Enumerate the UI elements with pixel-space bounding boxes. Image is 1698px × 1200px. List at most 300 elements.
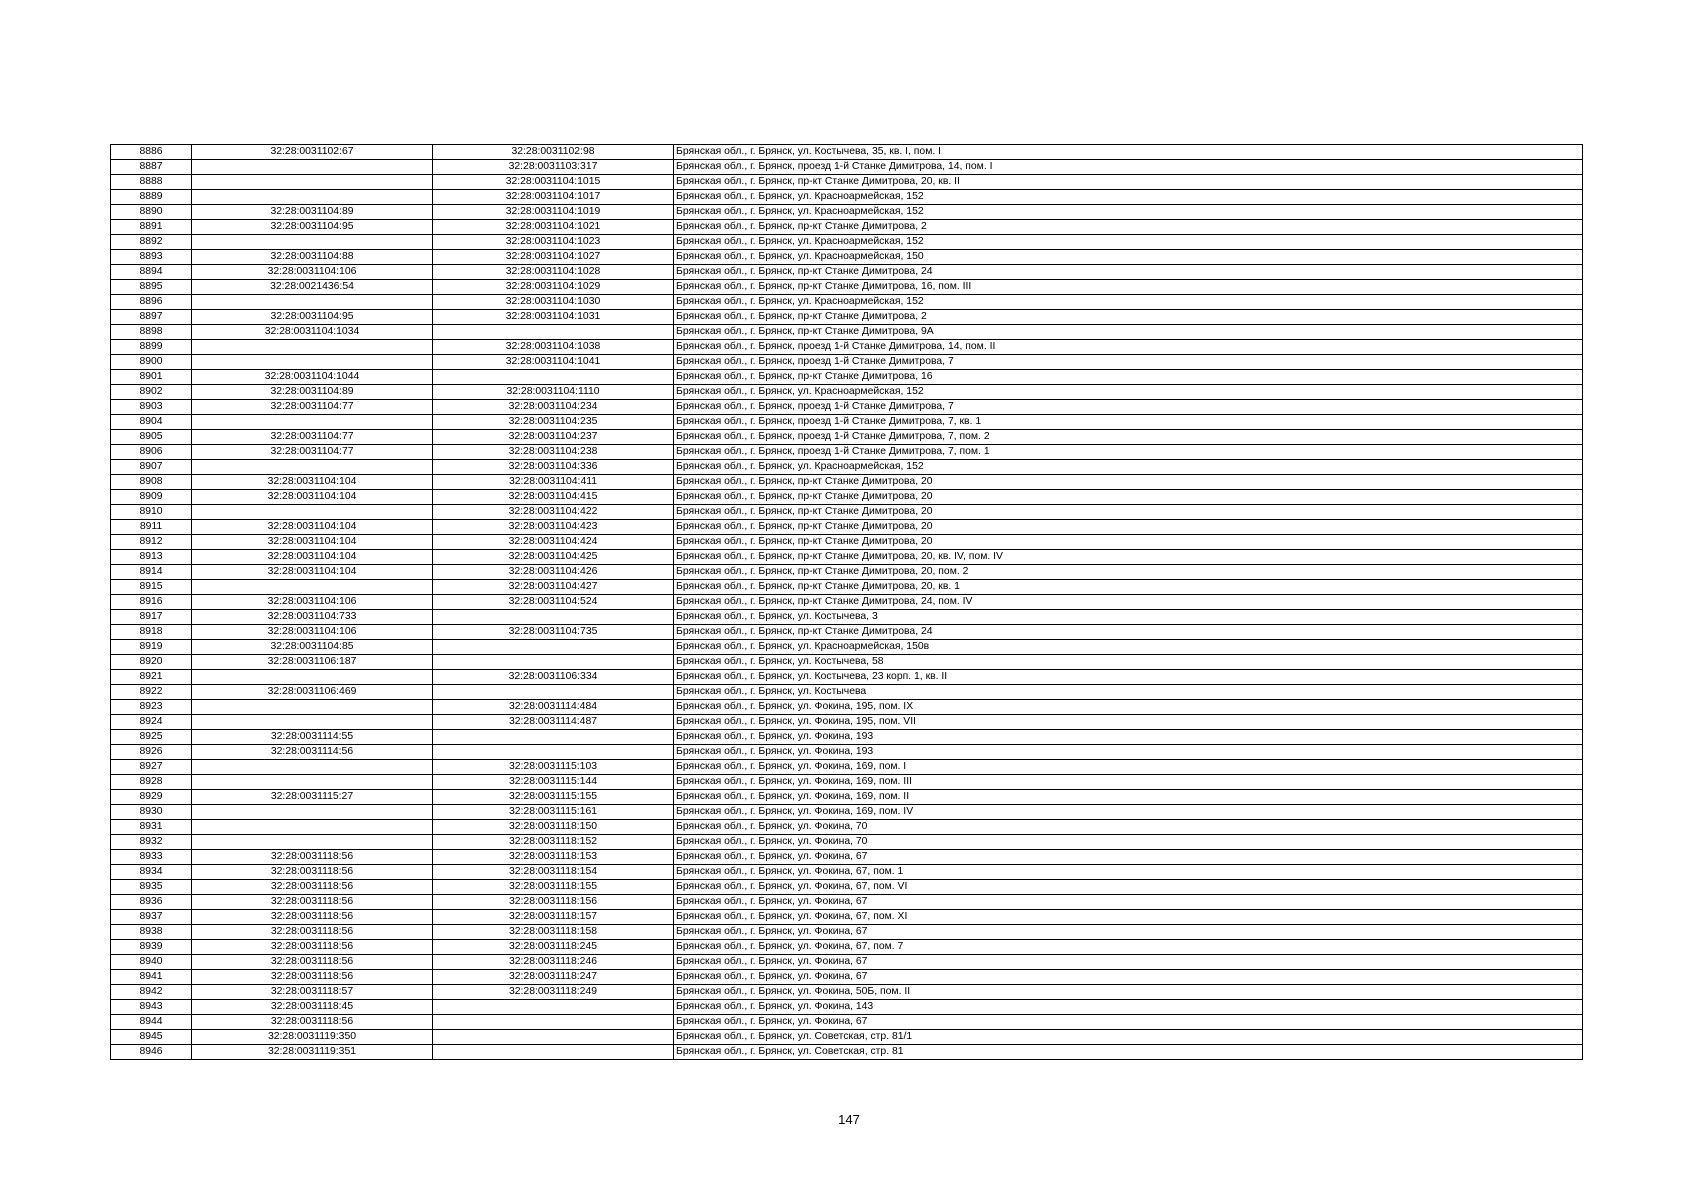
object-cadastral-number-cell: 32:28:0031104:1110: [433, 385, 674, 400]
object-cadastral-number-cell: 32:28:0031104:1041: [433, 355, 674, 370]
object-cadastral-number-cell: 32:28:0031104:1031: [433, 310, 674, 325]
row-number-cell: 8924: [111, 715, 192, 730]
land-cadastral-number-cell: [192, 670, 433, 685]
table-row: [111, 370, 1583, 385]
row-number-cell: 8907: [111, 460, 192, 475]
table-row: [111, 700, 1583, 715]
table-row: [111, 655, 1583, 670]
address-cell: Брянская обл., г. Брянск, пр-кт Станке Димитрова, 2: [674, 220, 1583, 235]
row-number-cell: 8915: [111, 580, 192, 595]
object-cadastral-number-cell: 32:28:0031104:411: [433, 475, 674, 490]
row-number-cell: 8936: [111, 895, 192, 910]
address-cell: Брянская обл., г. Брянск, ул. Советская, стр. 81: [674, 1045, 1583, 1060]
address-cell: Брянская обл., г. Брянск, ул. Красноармейская, 150в: [674, 640, 1583, 655]
land-cadastral-number-cell: [192, 775, 433, 790]
object-cadastral-number-cell: 32:28:0031104:238: [433, 445, 674, 460]
row-number-cell: 8922: [111, 685, 192, 700]
address-cell: Брянская обл., г. Брянск, ул. Советская, стр. 81/1: [674, 1030, 1583, 1045]
address-cell: Брянская обл., г. Брянск, ул. Фокина, 70: [674, 835, 1583, 850]
land-cadastral-number-cell: 32:28:0031118:56: [192, 970, 433, 985]
address-cell: Брянская обл., г. Брянск, ул. Красноармейская, 152: [674, 295, 1583, 310]
land-cadastral-number-cell: [192, 835, 433, 850]
object-cadastral-number-cell: [433, 370, 674, 385]
land-cadastral-number-cell: [192, 700, 433, 715]
object-cadastral-number-cell: [433, 685, 674, 700]
address-cell: Брянская обл., г. Брянск, проезд 1-й Станке Димитрова, 7, пом. 1: [674, 445, 1583, 460]
land-cadastral-number-cell: 32:28:0031104:1034: [192, 325, 433, 340]
table-row: [111, 805, 1583, 820]
address-cell: Брянская обл., г. Брянск, пр-кт Станке Димитрова, 20: [674, 520, 1583, 535]
address-cell: Брянская обл., г. Брянск, пр-кт Станке Димитрова, 20: [674, 490, 1583, 505]
land-cadastral-number-cell: 32:28:0031104:77: [192, 430, 433, 445]
object-cadastral-number-cell: 32:28:0031104:1015: [433, 175, 674, 190]
address-cell: Брянская обл., г. Брянск, ул. Фокина, 67: [674, 1015, 1583, 1030]
row-number-cell: 8887: [111, 160, 192, 175]
address-cell: Брянская обл., г. Брянск, ул. Красноармейская, 152: [674, 235, 1583, 250]
table-row: [111, 445, 1583, 460]
land-cadastral-number-cell: 32:28:0031118:56: [192, 895, 433, 910]
object-cadastral-number-cell: [433, 640, 674, 655]
address-cell: Брянская обл., г. Брянск, ул. Костычева, 23 корп. 1, кв. II: [674, 670, 1583, 685]
land-cadastral-number-cell: 32:28:0031104:104: [192, 520, 433, 535]
land-cadastral-number-cell: 32:28:0031119:351: [192, 1045, 433, 1060]
row-number-cell: 8941: [111, 970, 192, 985]
row-number-cell: 8913: [111, 550, 192, 565]
table-row: [111, 295, 1583, 310]
table-row: [111, 580, 1583, 595]
address-cell: Брянская обл., г. Брянск, ул. Красноармейская, 152: [674, 190, 1583, 205]
table-row: [111, 175, 1583, 190]
object-cadastral-number-cell: [433, 325, 674, 340]
object-cadastral-number-cell: 32:28:0031104:237: [433, 430, 674, 445]
land-cadastral-number-cell: 32:28:0031104:104: [192, 535, 433, 550]
row-number-cell: 8899: [111, 340, 192, 355]
row-number-cell: 8897: [111, 310, 192, 325]
table-row: [111, 280, 1583, 295]
address-cell: Брянская обл., г. Брянск, ул. Красноармейская, 152: [674, 460, 1583, 475]
table-row: [111, 625, 1583, 640]
table-row: [111, 145, 1583, 160]
land-cadastral-number-cell: [192, 295, 433, 310]
object-cadastral-number-cell: 32:28:0031106:334: [433, 670, 674, 685]
table-row: [111, 400, 1583, 415]
land-cadastral-number-cell: 32:28:0031118:56: [192, 955, 433, 970]
table-row: [111, 940, 1583, 955]
table-row: [111, 865, 1583, 880]
address-cell: Брянская обл., г. Брянск, ул. Костычева, 35, кв. I, пом. I: [674, 145, 1583, 160]
object-cadastral-number-cell: 32:28:0031104:1028: [433, 265, 674, 280]
address-cell: Брянская обл., г. Брянск, ул. Фокина, 67: [674, 955, 1583, 970]
table-row: [111, 910, 1583, 925]
object-cadastral-number-cell: 32:28:0031104:1029: [433, 280, 674, 295]
land-cadastral-number-cell: [192, 415, 433, 430]
object-cadastral-number-cell: 32:28:0031104:524: [433, 595, 674, 610]
object-cadastral-number-cell: [433, 610, 674, 625]
row-number-cell: 8918: [111, 625, 192, 640]
object-cadastral-number-cell: 32:28:0031104:427: [433, 580, 674, 595]
table-row: [111, 475, 1583, 490]
address-cell: Брянская обл., г. Брянск, ул. Фокина, 67: [674, 895, 1583, 910]
row-number-cell: 8905: [111, 430, 192, 445]
object-cadastral-number-cell: 32:28:0031114:487: [433, 715, 674, 730]
table-row: [111, 730, 1583, 745]
land-cadastral-number-cell: 32:28:0031118:56: [192, 1015, 433, 1030]
object-cadastral-number-cell: 32:28:0031104:235: [433, 415, 674, 430]
address-cell: Брянская обл., г. Брянск, ул. Фокина, 169, пом. II: [674, 790, 1583, 805]
object-cadastral-number-cell: [433, 745, 674, 760]
object-cadastral-number-cell: 32:28:0031104:1017: [433, 190, 674, 205]
table-row: [111, 265, 1583, 280]
land-cadastral-number-cell: [192, 805, 433, 820]
table-row: [111, 1045, 1583, 1060]
land-cadastral-number-cell: 32:28:0031118:56: [192, 865, 433, 880]
row-number-cell: 8895: [111, 280, 192, 295]
object-cadastral-number-cell: [433, 1030, 674, 1045]
address-cell: Брянская обл., г. Брянск, ул. Фокина, 67, пом. 7: [674, 940, 1583, 955]
address-cell: Брянская обл., г. Брянск, ул. Фокина, 67: [674, 850, 1583, 865]
table-row: [111, 535, 1583, 550]
object-cadastral-number-cell: 32:28:0031118:246: [433, 955, 674, 970]
row-number-cell: 8886: [111, 145, 192, 160]
table-row: [111, 160, 1583, 175]
address-cell: Брянская обл., г. Брянск, пр-кт Станке Димитрова, 20, кв. II: [674, 175, 1583, 190]
land-cadastral-number-cell: [192, 715, 433, 730]
object-cadastral-number-cell: 32:28:0031115:144: [433, 775, 674, 790]
object-cadastral-number-cell: [433, 655, 674, 670]
table-row: [111, 685, 1583, 700]
row-number-cell: 8910: [111, 505, 192, 520]
land-cadastral-number-cell: [192, 355, 433, 370]
table-row: [111, 955, 1583, 970]
land-cadastral-number-cell: [192, 340, 433, 355]
land-cadastral-number-cell: [192, 760, 433, 775]
land-cadastral-number-cell: 32:28:0031118:45: [192, 1000, 433, 1015]
table-row: [111, 670, 1583, 685]
row-number-cell: 8940: [111, 955, 192, 970]
land-cadastral-number-cell: 32:28:0031104:104: [192, 475, 433, 490]
table-row: [111, 985, 1583, 1000]
object-cadastral-number-cell: 32:28:0031118:245: [433, 940, 674, 955]
table-row: [111, 220, 1583, 235]
table-row: [111, 505, 1583, 520]
object-cadastral-number-cell: 32:28:0031104:1038: [433, 340, 674, 355]
object-cadastral-number-cell: 32:28:0031118:157: [433, 910, 674, 925]
address-cell: Брянская обл., г. Брянск, ул. Костычева, 3: [674, 610, 1583, 625]
object-cadastral-number-cell: 32:28:0031114:484: [433, 700, 674, 715]
row-number-cell: 8906: [111, 445, 192, 460]
table-row: [111, 325, 1583, 340]
row-number-cell: 8901: [111, 370, 192, 385]
land-cadastral-number-cell: 32:28:0031104:104: [192, 565, 433, 580]
address-cell: Брянская обл., г. Брянск, пр-кт Станке Димитрова, 20: [674, 475, 1583, 490]
table-row: [111, 310, 1583, 325]
land-cadastral-number-cell: [192, 580, 433, 595]
land-cadastral-number-cell: 32:28:0031104:85: [192, 640, 433, 655]
land-cadastral-number-cell: 32:28:0031104:106: [192, 595, 433, 610]
row-number-cell: 8912: [111, 535, 192, 550]
row-number-cell: 8890: [111, 205, 192, 220]
row-number-cell: 8916: [111, 595, 192, 610]
table-row: [111, 550, 1583, 565]
registry-table: [110, 144, 1583, 1060]
table-row: [111, 745, 1583, 760]
row-number-cell: 8889: [111, 190, 192, 205]
table-row: [111, 895, 1583, 910]
row-number-cell: 8933: [111, 850, 192, 865]
land-cadastral-number-cell: [192, 235, 433, 250]
address-cell: Брянская обл., г. Брянск, проезд 1-й Станке Димитрова, 7: [674, 355, 1583, 370]
object-cadastral-number-cell: 32:28:0031118:154: [433, 865, 674, 880]
object-cadastral-number-cell: [433, 730, 674, 745]
table-row: [111, 790, 1583, 805]
row-number-cell: 8937: [111, 910, 192, 925]
row-number-cell: 8892: [111, 235, 192, 250]
object-cadastral-number-cell: 32:28:0031102:98: [433, 145, 674, 160]
land-cadastral-number-cell: 32:28:0031104:1044: [192, 370, 433, 385]
row-number-cell: 8925: [111, 730, 192, 745]
object-cadastral-number-cell: 32:28:0031104:336: [433, 460, 674, 475]
land-cadastral-number-cell: 32:28:0031114:56: [192, 745, 433, 760]
address-cell: Брянская обл., г. Брянск, проезд 1-й Станке Димитрова, 14, пом. II: [674, 340, 1583, 355]
land-cadastral-number-cell: 32:28:0031104:95: [192, 220, 433, 235]
land-cadastral-number-cell: 32:28:0031104:89: [192, 205, 433, 220]
table-row: [111, 1030, 1583, 1045]
land-cadastral-number-cell: 32:28:0031104:733: [192, 610, 433, 625]
address-cell: Брянская обл., г. Брянск, пр-кт Станке Димитрова, 24: [674, 625, 1583, 640]
address-cell: Брянская обл., г. Брянск, ул. Фокина, 195, пом. IX: [674, 700, 1583, 715]
object-cadastral-number-cell: 32:28:0031115:103: [433, 760, 674, 775]
address-cell: Брянская обл., г. Брянск, ул. Фокина, 70: [674, 820, 1583, 835]
address-cell: Брянская обл., г. Брянск, ул. Фокина, 169, пом. IV: [674, 805, 1583, 820]
row-number-cell: 8898: [111, 325, 192, 340]
address-cell: Брянская обл., г. Брянск, пр-кт Станке Димитрова, 9А: [674, 325, 1583, 340]
row-number-cell: 8893: [111, 250, 192, 265]
table-row: [111, 415, 1583, 430]
address-cell: Брянская обл., г. Брянск, пр-кт Станке Димитрова, 20, пом. 2: [674, 565, 1583, 580]
row-number-cell: 8920: [111, 655, 192, 670]
address-cell: Брянская обл., г. Брянск, проезд 1-й Станке Димитрова, 14, пом. I: [674, 160, 1583, 175]
table-row: [111, 760, 1583, 775]
land-cadastral-number-cell: 32:28:0031118:56: [192, 925, 433, 940]
land-cadastral-number-cell: [192, 505, 433, 520]
land-cadastral-number-cell: 32:28:0031104:95: [192, 310, 433, 325]
table-row: [111, 850, 1583, 865]
table-row: [111, 385, 1583, 400]
row-number-cell: 8896: [111, 295, 192, 310]
object-cadastral-number-cell: 32:28:0031104:423: [433, 520, 674, 535]
row-number-cell: 8943: [111, 1000, 192, 1015]
object-cadastral-number-cell: 32:28:0031115:155: [433, 790, 674, 805]
object-cadastral-number-cell: 32:28:0031104:735: [433, 625, 674, 640]
address-cell: Брянская обл., г. Брянск, пр-кт Станке Димитрова, 20: [674, 505, 1583, 520]
address-cell: Брянская обл., г. Брянск, ул. Красноармейская, 152: [674, 205, 1583, 220]
land-cadastral-number-cell: 32:28:0031115:27: [192, 790, 433, 805]
land-cadastral-number-cell: 32:28:0031118:56: [192, 880, 433, 895]
address-cell: Брянская обл., г. Брянск, проезд 1-й Станке Димитрова, 7: [674, 400, 1583, 415]
row-number-cell: 8919: [111, 640, 192, 655]
registry-table-body: [111, 145, 1583, 1060]
address-cell: Брянская обл., г. Брянск, пр-кт Станке Димитрова, 20, кв. 1: [674, 580, 1583, 595]
object-cadastral-number-cell: 32:28:0031104:1030: [433, 295, 674, 310]
address-cell: Брянская обл., г. Брянск, проезд 1-й Станке Димитрова, 7, пом. 2: [674, 430, 1583, 445]
table-row: [111, 490, 1583, 505]
object-cadastral-number-cell: 32:28:0031104:1023: [433, 235, 674, 250]
table-row: [111, 880, 1583, 895]
table-row: [111, 610, 1583, 625]
land-cadastral-number-cell: 32:28:0031104:88: [192, 250, 433, 265]
row-number-cell: 8926: [111, 745, 192, 760]
land-cadastral-number-cell: [192, 820, 433, 835]
address-cell: Брянская обл., г. Брянск, ул. Фокина, 143: [674, 1000, 1583, 1015]
land-cadastral-number-cell: [192, 190, 433, 205]
row-number-cell: 8930: [111, 805, 192, 820]
table-row: [111, 1000, 1583, 1015]
address-cell: Брянская обл., г. Брянск, ул. Фокина, 67, пом. XI: [674, 910, 1583, 925]
table-row: [111, 835, 1583, 850]
row-number-cell: 8914: [111, 565, 192, 580]
object-cadastral-number-cell: 32:28:0031104:1027: [433, 250, 674, 265]
land-cadastral-number-cell: 32:28:0031104:106: [192, 625, 433, 640]
object-cadastral-number-cell: [433, 1000, 674, 1015]
address-cell: Брянская обл., г. Брянск, ул. Фокина, 50Б, пом. II: [674, 985, 1583, 1000]
row-number-cell: 8939: [111, 940, 192, 955]
land-cadastral-number-cell: [192, 460, 433, 475]
address-cell: Брянская обл., г. Брянск, ул. Костычева: [674, 685, 1583, 700]
land-cadastral-number-cell: [192, 160, 433, 175]
land-cadastral-number-cell: [192, 175, 433, 190]
object-cadastral-number-cell: 32:28:0031104:422: [433, 505, 674, 520]
row-number-cell: 8931: [111, 820, 192, 835]
object-cadastral-number-cell: 32:28:0031104:234: [433, 400, 674, 415]
row-number-cell: 8944: [111, 1015, 192, 1030]
land-cadastral-number-cell: 32:28:0031104:104: [192, 550, 433, 565]
address-cell: Брянская обл., г. Брянск, ул. Фокина, 67: [674, 925, 1583, 940]
object-cadastral-number-cell: 32:28:0031104:425: [433, 550, 674, 565]
table-row: [111, 820, 1583, 835]
row-number-cell: 8934: [111, 865, 192, 880]
object-cadastral-number-cell: 32:28:0031118:152: [433, 835, 674, 850]
table-row: [111, 355, 1583, 370]
address-cell: Брянская обл., г. Брянск, ул. Фокина, 195, пом. VII: [674, 715, 1583, 730]
land-cadastral-number-cell: 32:28:0031106:469: [192, 685, 433, 700]
row-number-cell: 8946: [111, 1045, 192, 1060]
address-cell: Брянская обл., г. Брянск, пр-кт Станке Димитрова, 16, пом. III: [674, 280, 1583, 295]
table-row: [111, 565, 1583, 580]
row-number-cell: 8909: [111, 490, 192, 505]
land-cadastral-number-cell: 32:28:0021436:54: [192, 280, 433, 295]
row-number-cell: 8903: [111, 400, 192, 415]
address-cell: Брянская обл., г. Брянск, пр-кт Станке Димитрова, 16: [674, 370, 1583, 385]
land-cadastral-number-cell: 32:28:0031104:104: [192, 490, 433, 505]
object-cadastral-number-cell: 32:28:0031115:161: [433, 805, 674, 820]
table-row: [111, 205, 1583, 220]
address-cell: Брянская обл., г. Брянск, ул. Фокина, 193: [674, 745, 1583, 760]
row-number-cell: 8945: [111, 1030, 192, 1045]
land-cadastral-number-cell: 32:28:0031104:77: [192, 400, 433, 415]
table-row: [111, 250, 1583, 265]
row-number-cell: 8927: [111, 760, 192, 775]
row-number-cell: 8917: [111, 610, 192, 625]
address-cell: Брянская обл., г. Брянск, ул. Костычева, 58: [674, 655, 1583, 670]
land-cadastral-number-cell: 32:28:0031104:77: [192, 445, 433, 460]
table-row: [111, 970, 1583, 985]
land-cadastral-number-cell: 32:28:0031118:56: [192, 850, 433, 865]
object-cadastral-number-cell: [433, 1015, 674, 1030]
table-row: [111, 235, 1583, 250]
row-number-cell: 8929: [111, 790, 192, 805]
address-cell: Брянская обл., г. Брянск, ул. Фокина, 67, пом. 1: [674, 865, 1583, 880]
table-row: [111, 340, 1583, 355]
land-cadastral-number-cell: 32:28:0031118:56: [192, 910, 433, 925]
row-number-cell: 8932: [111, 835, 192, 850]
row-number-cell: 8942: [111, 985, 192, 1000]
table-row: [111, 460, 1583, 475]
land-cadastral-number-cell: 32:28:0031106:187: [192, 655, 433, 670]
address-cell: Брянская обл., г. Брянск, ул. Фокина, 169, пом. III: [674, 775, 1583, 790]
table-row: [111, 715, 1583, 730]
row-number-cell: 8928: [111, 775, 192, 790]
address-cell: Брянская обл., г. Брянск, ул. Красноармейская, 150: [674, 250, 1583, 265]
address-cell: Брянская обл., г. Брянск, ул. Красноармейская, 152: [674, 385, 1583, 400]
row-number-cell: 8888: [111, 175, 192, 190]
table-row: [111, 595, 1583, 610]
address-cell: Брянская обл., г. Брянск, пр-кт Станке Димитрова, 20: [674, 535, 1583, 550]
address-cell: Брянская обл., г. Брянск, проезд 1-й Станке Димитрова, 7, кв. 1: [674, 415, 1583, 430]
object-cadastral-number-cell: 32:28:0031118:247: [433, 970, 674, 985]
row-number-cell: 8902: [111, 385, 192, 400]
land-cadastral-number-cell: 32:28:0031118:57: [192, 985, 433, 1000]
table-row: [111, 1015, 1583, 1030]
address-cell: Брянская обл., г. Брянск, пр-кт Станке Димитрова, 2: [674, 310, 1583, 325]
land-cadastral-number-cell: 32:28:0031104:106: [192, 265, 433, 280]
land-cadastral-number-cell: 32:28:0031118:56: [192, 940, 433, 955]
row-number-cell: 8923: [111, 700, 192, 715]
row-number-cell: 8908: [111, 475, 192, 490]
address-cell: Брянская обл., г. Брянск, пр-кт Станке Димитрова, 24: [674, 265, 1583, 280]
address-cell: Брянская обл., г. Брянск, ул. Фокина, 67, пом. VI: [674, 880, 1583, 895]
address-cell: Брянская обл., г. Брянск, ул. Фокина, 67: [674, 970, 1583, 985]
table-row: [111, 925, 1583, 940]
row-number-cell: 8938: [111, 925, 192, 940]
object-cadastral-number-cell: 32:28:0031118:155: [433, 880, 674, 895]
land-cadastral-number-cell: 32:28:0031114:55: [192, 730, 433, 745]
page-number: 147: [838, 1112, 860, 1127]
land-cadastral-number-cell: 32:28:0031119:350: [192, 1030, 433, 1045]
table-row: [111, 520, 1583, 535]
object-cadastral-number-cell: 32:28:0031104:426: [433, 565, 674, 580]
address-cell: Брянская обл., г. Брянск, пр-кт Станке Димитрова, 20, кв. IV, пом. IV: [674, 550, 1583, 565]
address-cell: Брянская обл., г. Брянск, пр-кт Станке Димитрова, 24, пом. IV: [674, 595, 1583, 610]
object-cadastral-number-cell: 32:28:0031103:317: [433, 160, 674, 175]
object-cadastral-number-cell: 32:28:0031118:158: [433, 925, 674, 940]
table-row: [111, 640, 1583, 655]
table-row: [111, 190, 1583, 205]
land-cadastral-number-cell: 32:28:0031102:67: [192, 145, 433, 160]
object-cadastral-number-cell: 32:28:0031104:1021: [433, 220, 674, 235]
table-row: [111, 775, 1583, 790]
row-number-cell: 8894: [111, 265, 192, 280]
row-number-cell: 8900: [111, 355, 192, 370]
object-cadastral-number-cell: 32:28:0031118:153: [433, 850, 674, 865]
object-cadastral-number-cell: 32:28:0031104:1019: [433, 205, 674, 220]
object-cadastral-number-cell: 32:28:0031104:424: [433, 535, 674, 550]
row-number-cell: 8921: [111, 670, 192, 685]
object-cadastral-number-cell: 32:28:0031104:415: [433, 490, 674, 505]
object-cadastral-number-cell: 32:28:0031118:150: [433, 820, 674, 835]
address-cell: Брянская обл., г. Брянск, ул. Фокина, 169, пом. I: [674, 760, 1583, 775]
address-cell: Брянская обл., г. Брянск, ул. Фокина, 193: [674, 730, 1583, 745]
table-row: [111, 430, 1583, 445]
